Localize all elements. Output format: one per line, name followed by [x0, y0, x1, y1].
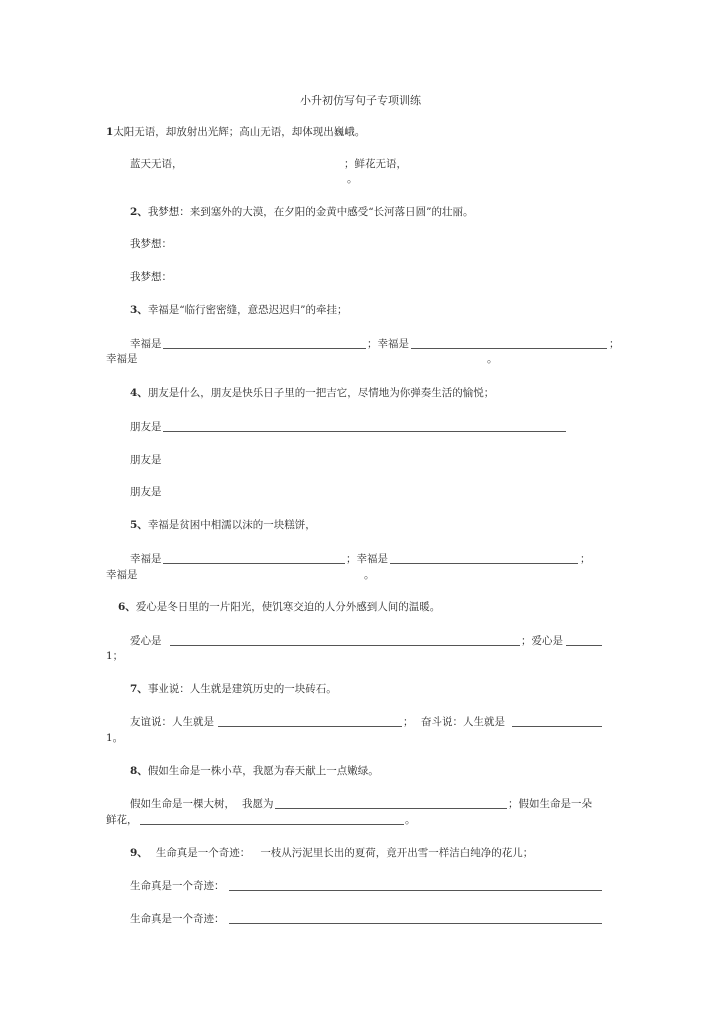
answer-label: 朋友是: [130, 421, 162, 433]
answer-label: 假如生命是一棵大树，: [130, 798, 235, 810]
answer-label: 幸福是: [106, 569, 138, 581]
answer-label: 鲜花，: [106, 814, 138, 826]
answer-label: 朋友是: [130, 454, 162, 466]
question-number: 2、: [130, 206, 148, 218]
answer-blank[interactable]: [411, 348, 607, 349]
question-number: 5、: [130, 519, 148, 531]
answer-label: ；幸福是: [367, 338, 409, 350]
question-number: 4、: [130, 387, 148, 399]
question-prompt: 幸福是贫困中相濡以沫的一块糕饼，: [147, 519, 316, 531]
answer-label: 幸福是: [130, 338, 162, 350]
question-number: 1: [106, 126, 114, 138]
question-4: [130, 387, 494, 400]
line-continuation: 1。: [106, 732, 124, 744]
question-prompt: 太阳无语，却放射出光辉；高山无语，却体现出巍峨。: [113, 126, 366, 138]
answer-label: ；鲜花无语，: [344, 158, 407, 170]
question-prompt: 我梦想：来到塞外的大漠，在夕阳的金黄中感受“长河落日圆”的壮丽。: [147, 206, 474, 218]
question-prompt: 朋友是什么，朋友是快乐日子里的一把吉它，尽情地为你弹奏生活的愉悦；: [147, 387, 495, 399]
question-number: 7、: [130, 683, 148, 695]
answer-blank[interactable]: [170, 645, 520, 646]
answer-blank[interactable]: [229, 890, 602, 891]
answer-end-mark: 。: [405, 814, 416, 826]
answer-end-mark: 。: [487, 353, 498, 365]
question-number: 8、: [130, 765, 148, 777]
answer-label: ；爱心是: [521, 635, 563, 647]
answer-blank[interactable]: [140, 824, 404, 825]
answer-blank[interactable]: [275, 808, 507, 809]
answer-label: 幸福是: [106, 353, 138, 365]
question-prompt: 爱心是冬日里的一片阳光，使饥寒交迫的人分外感到人间的温暖。: [135, 601, 441, 613]
answer-label: 我梦想：: [130, 238, 172, 250]
page-title: 小升初仿写句子专项训练: [300, 94, 421, 107]
answer-label: 生命真是一个奇迹：: [130, 913, 225, 925]
answer-label: 友谊说：人生就是: [130, 716, 214, 728]
question-7: [130, 683, 337, 696]
separator: ；: [580, 553, 591, 565]
answer-label: 奋斗说：人生就是: [421, 716, 505, 728]
question-prompt: 假如生命是一株小草，我愿为春天献上一点嫩绿。: [147, 765, 379, 777]
answer-label: 生命真是一个奇迹：: [130, 880, 225, 892]
answer-label: 朋友是: [130, 486, 162, 498]
line-continuation: 1；: [106, 650, 124, 662]
question-number: 3、: [130, 304, 148, 316]
answer-blank[interactable]: [163, 563, 345, 564]
answer-label: 爱心是: [130, 635, 162, 647]
question-prompt: 事业说：人生就是建筑历史的一块砖石。: [147, 683, 337, 695]
question-prompt: 幸福是“临行密密缝，意恐迟迟归”的牵挂；: [147, 304, 348, 316]
question-8: [130, 765, 379, 778]
answer-label: 幸福是: [130, 553, 162, 565]
question-1: [106, 126, 365, 139]
answer-blank[interactable]: [566, 645, 602, 646]
answer-label: ；幸福是: [346, 553, 388, 565]
question-2: [130, 206, 474, 219]
question-9: [130, 847, 533, 860]
answer-blank[interactable]: [512, 726, 602, 727]
separator: ；: [609, 338, 620, 350]
question-number: 9、: [130, 847, 148, 859]
answer-blank[interactable]: [163, 348, 366, 349]
answer-blank[interactable]: [229, 923, 602, 924]
answer-label: 我愿为: [242, 798, 274, 810]
answer-label: ；假如生命是一朵: [508, 798, 592, 810]
question-prompt: 生命真是一个奇迹：: [155, 847, 251, 859]
question-6: [118, 601, 440, 614]
answer-end-mark: 。: [364, 569, 375, 581]
question-5: [130, 519, 316, 532]
answer-blank[interactable]: [218, 726, 402, 727]
question-3: [130, 304, 348, 317]
answer-end-mark: 。: [347, 173, 358, 185]
answer-label: 我梦想：: [130, 271, 172, 283]
separator: ；: [403, 716, 414, 728]
question-prompt-continued: 一枝从污泥里长出的夏荷，竟开出雪一样洁白纯净的花儿；: [260, 847, 534, 859]
answer-blank[interactable]: [163, 431, 566, 432]
question-number: 6、: [118, 601, 136, 613]
answer-label: 蓝天无语，: [130, 158, 183, 170]
answer-blank[interactable]: [390, 563, 578, 564]
